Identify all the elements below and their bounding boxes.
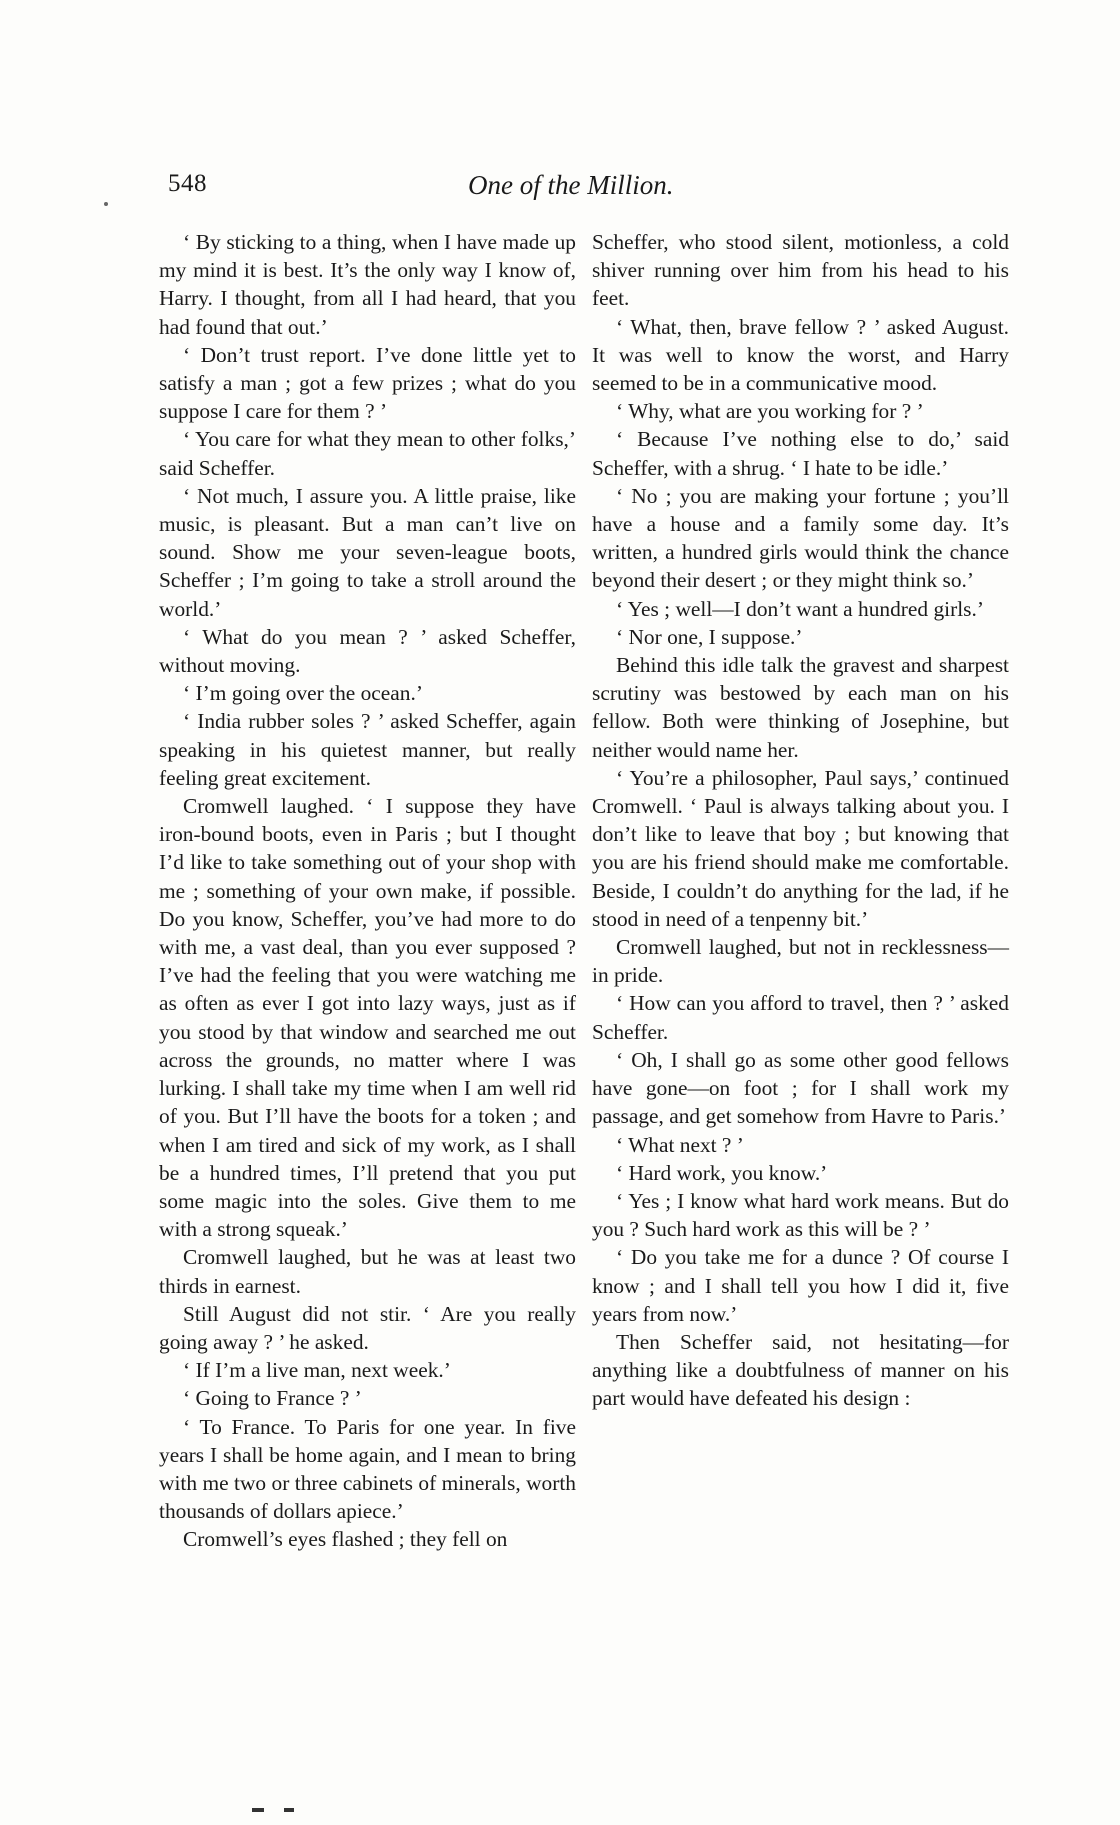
paragraph: ‘ Because I’ve nothing else to do,’ said Scheffer, with a shrug. ‘ I hate to be idle.’ xyxy=(592,427,1009,480)
paragraph: ‘ India rubber soles ? ’ asked Scheffer, again speaking in his quietest manner, but really feeling great excitement. xyxy=(159,709,576,790)
page-number: 548 xyxy=(168,170,207,197)
paragraph: Cromwell laughed. ‘ I suppose they have iron-bound boots, even in Paris ; but I thought I’d like to take something out of your shop with me ; something of your own make, if possible. Do you know, Scheffer, you’ve had more to do with me, a vast deal, than you ever supposed ? I’ve had the feeling that you were watching me as often as ever I got into lazy ways, just as if you stood by that window and searched me out across the grounds, no matter where I was lurking. I shall take my time when I am well rid of you. But I’ll have the boots for a token ; and when I am tired and sick of my work, as I shall be a hundred times, I’ll pretend that you put some magic into the soles. Give them to me with a strong squeak.’ xyxy=(159,794,576,1242)
paragraph: ‘ How can you afford to travel, then ? ’ asked Scheffer. xyxy=(592,991,1009,1044)
paragraph: ‘ If I’m a live man, next week.’ xyxy=(183,1358,451,1383)
page-header xyxy=(168,170,1018,206)
printer-mark xyxy=(252,1808,264,1812)
running-title: One of the Million. xyxy=(468,170,674,200)
paragraph: Still August did not stir. ‘ Are you really going away ? ’ he asked. xyxy=(159,1301,576,1354)
paragraph: Cromwell laughed, but he was at least two thirds in earnest. xyxy=(159,1245,576,1298)
paragraph: ‘ Nor one, I suppose.’ xyxy=(616,624,803,649)
paragraph: ‘ By sticking to a thing, when I have made up my mind it is best. It’s the only way I know of, Harry. I thought, from all I had heard, that you had found that out.’ xyxy=(159,230,576,339)
paragraph: ‘ Going to France ? ’ xyxy=(183,1386,362,1411)
paragraph: ‘ Yes ; well—I don’t want a hundred girls.’ xyxy=(616,596,984,621)
paragraph: Behind this idle talk the gravest and sharpest scrutiny was bestowed by each man on his fellow. Both were thinking of Josephine, but neither would name her. xyxy=(592,653,1009,762)
left-column xyxy=(159,228,576,1554)
paragraph: ‘ Oh, I shall go as some other good fellows have gone—on foot ; for I shall work my passage, and get somehow from Havre to Paris.’ xyxy=(592,1047,1009,1129)
paragraph: Cromwell laughed, but not in recklessness—in pride. xyxy=(592,935,1009,988)
paragraph: ‘ You’re a philosopher, Paul says,’ continued Cromwell. ‘ Paul is always talking about you. I don’t like to leave that boy ; but knowing that you are his friend should make me comfortable. Beside, I couldn’t do anything for the lad, if he stood in need of a tenpenny bit.’ xyxy=(592,765,1009,931)
right-column xyxy=(592,228,1009,1413)
paragraph: ‘ What do you mean ? ’ asked Scheffer, without moving. xyxy=(159,624,576,678)
paragraph: ‘ Hard work, you know.’ xyxy=(616,1160,828,1185)
ink-speck xyxy=(104,202,108,206)
paragraph: ‘ What next ? ’ xyxy=(616,1132,744,1157)
paragraph: Cromwell’s eyes flashed ; they fell on xyxy=(183,1527,508,1552)
paragraph: ‘ To France. To Paris for one year. In five years I shall be home again, and I mean to bring with me two or three cabinets of minerals, worth thousands of dollars apiece.’ xyxy=(159,1414,576,1524)
printer-mark xyxy=(284,1808,294,1812)
paragraph: ‘ Do you take me for a dunce ? Of course I know ; and I shall tell you how I did it, five years from now.’ xyxy=(592,1245,1009,1326)
paragraph: ‘ Yes ; I know what hard work means. But do you ? Such hard work as this will be ? ’ xyxy=(592,1188,1009,1242)
paragraph: ‘ I’m going over the ocean.’ xyxy=(183,681,423,706)
paragraph: Then Scheffer said, not hesitating—for anything like a doubtfulness of manner on his part would have defeated his design : xyxy=(592,1329,1009,1411)
paragraph: ‘ Not much, I assure you. A little praise, like music, is pleasant. But a man can’t live on sound. Show me your seven-league boots, Scheffer ; I’m going to take a stroll around the world.’ xyxy=(159,483,576,621)
paragraph: ‘ You care for what they mean to other folks,’ said Scheffer. xyxy=(159,427,576,480)
paragraph: Scheffer, who stood silent, motionless, a cold shiver running over him from his head to his feet. xyxy=(592,230,1009,311)
paragraph: ‘ No ; you are making your fortune ; you’ll have a house and a family some day. It’s written, a hundred girls would think the chance beyond their desert ; or they might think so.’ xyxy=(592,483,1009,593)
paragraph: ‘ What, then, brave fellow ? ’ asked August. It was well to know the worst, and Harry seemed to be in a communicative mood. xyxy=(592,314,1009,396)
paragraph: ‘ Don’t trust report. I’ve done little yet to satisfy a man ; got a few prizes ; what do you suppose I care for them ? ’ xyxy=(159,342,576,424)
paragraph: ‘ Why, what are you working for ? ’ xyxy=(616,399,924,424)
